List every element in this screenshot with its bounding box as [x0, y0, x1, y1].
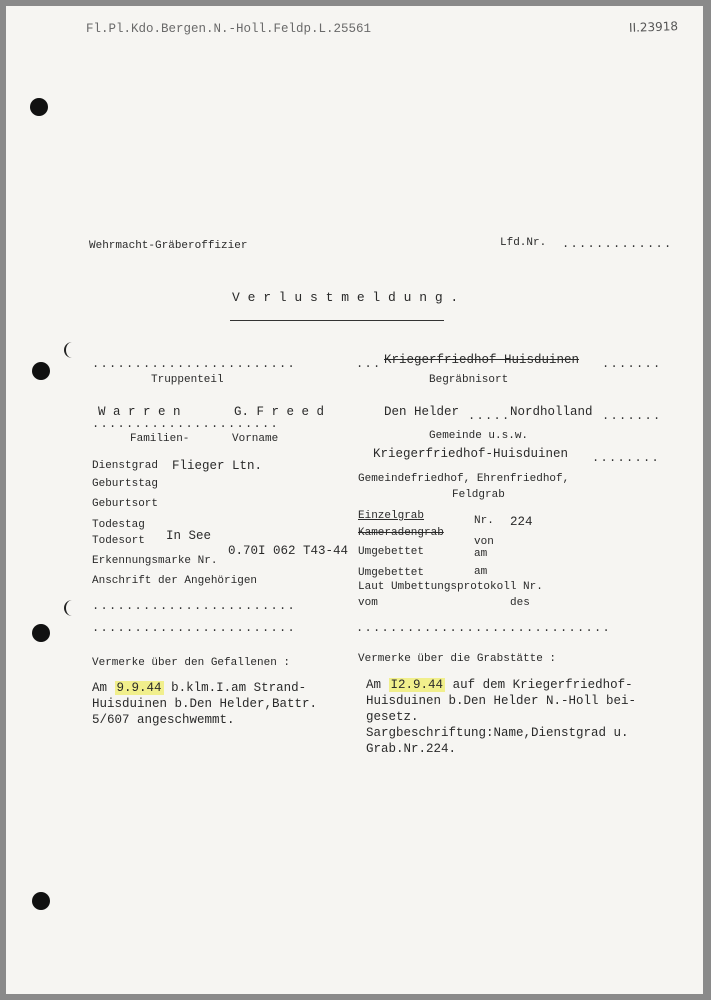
name-dots: ......................: [92, 417, 280, 431]
feldgrab-label: Feldgrab: [452, 489, 505, 501]
remarks-fallen-line-2: Huisduinen b.Den Helder,Battr.: [92, 697, 318, 711]
familienname-label: Familien-: [130, 433, 190, 445]
begraebnisort-value: Kriegerfriedhof-Huisduinen: [384, 353, 580, 367]
punch-hole-3: [32, 624, 50, 642]
umgebettet-label-1: Umgebettet: [358, 546, 425, 558]
remarks-grave-line-1: [366, 679, 633, 692]
familienname-value: W a r r e n: [98, 405, 181, 419]
todesort-value: In See: [166, 529, 212, 543]
gemeinde-dots-mid: .....: [468, 409, 511, 423]
des-label: des: [510, 597, 530, 609]
punch-mark-2: [64, 600, 80, 616]
friedhof-dots: ........: [592, 451, 661, 465]
gemeinde-ort-value: Den Helder: [384, 405, 460, 419]
vermerke-grabstaette-label: Vermerke über die Grabstätte :: [358, 653, 557, 665]
punch-hole-2: [32, 362, 50, 380]
anschrift-dots-1: ........................: [92, 599, 297, 613]
vermerke-gefallenen-label: Vermerke über den Gefallenen :: [92, 657, 291, 669]
truppenteil-label: Truppenteil: [151, 374, 224, 386]
kameradengrab-label: Kameradengrab: [358, 527, 444, 539]
remarks-fallen-line-1: [92, 682, 306, 695]
laut-protokoll-label: Laut Umbettungsprotokoll Nr.: [358, 581, 543, 593]
remarks-fallen-line-1-rest: b.klm.I.am Strand-: [171, 681, 307, 695]
vorname-label: Vorname: [232, 433, 279, 445]
lfd-nr-label: Lfd.Nr.: [500, 237, 547, 249]
begraebnisort-dots-end: .......: [602, 357, 662, 371]
erkennungsmarke-value: 0.70I 062 T43-44: [228, 544, 349, 558]
remarks-grave-line-5: Grab.Nr.224.: [366, 742, 457, 756]
vom-label: vom: [358, 597, 378, 609]
truppenteil-dots: ........................: [92, 357, 297, 371]
todestag-label: Todestag: [92, 519, 145, 531]
remarks-grave-line-1-rest: auf dem Kriegerfriedhof-: [452, 678, 633, 692]
remarks-fallen-date: 9.9.44: [116, 681, 162, 695]
vorname-value: G. F r e e d: [234, 405, 325, 419]
begraebnisort-label: Begräbnisort: [429, 374, 509, 386]
nr-label: Nr.: [474, 515, 494, 527]
erkennungsmarke-label: Erkennungsmarke Nr.: [92, 555, 218, 567]
begraebnisort-dots: ...: [356, 357, 382, 371]
archive-number: II.23918: [628, 19, 679, 35]
friedhof-value: Kriegerfriedhof-Huisduinen: [373, 447, 569, 461]
einzelgrab-label: Einzelgrab: [358, 510, 425, 522]
gemeinde-region-value: Nordholland: [510, 405, 593, 419]
von-label: von: [474, 536, 494, 548]
am-label-2: am: [474, 566, 488, 578]
document-title: V e r l u s t m e l d u n g .: [232, 290, 459, 305]
geburtstag-label: Geburtstag: [92, 478, 159, 490]
remarks-grave-line-4: Sargbeschriftung:Name,Dienstgrad u.: [366, 726, 629, 740]
gemeinde-dots-end: .......: [602, 409, 662, 423]
issuer: Wehrmacht-Gräberoffizier: [89, 240, 248, 252]
anschrift-label: Anschrift der Angehörigen: [92, 575, 258, 587]
friedhof-types-label: Gemeindefriedhof, Ehrenfriedhof,: [358, 473, 570, 485]
remarks-fallen-line-3: 5/607 angeschwemmt.: [92, 713, 235, 727]
punch-hole-4: [32, 892, 50, 910]
remarks-grave-line-2: Huisduinen b.Den Helder N.-Holl bei-: [366, 694, 637, 708]
remarks-grave-date: I2.9.44: [390, 678, 444, 692]
remarks-grave-line-3: gesetz.: [366, 710, 419, 724]
todesort-label: Todesort: [92, 535, 145, 547]
title-underline: [230, 320, 444, 321]
dienstgrad-value: Flieger Ltn.: [172, 459, 263, 473]
remarks-fallen-am: Am: [92, 681, 108, 695]
lfd-nr-dots: .............: [562, 237, 673, 251]
geburtsort-label: Geburtsort: [92, 498, 159, 510]
umgebettet-label-2: Umgebettet: [358, 567, 425, 579]
top-header: Fl.Pl.Kdo.Bergen.N.-Holl.Feldp.L.25561: [86, 22, 372, 36]
document-page: [6, 6, 703, 994]
punch-mark-1: [64, 342, 80, 358]
remarks-grave-am: Am: [366, 678, 382, 692]
protokoll-dots: ..............................: [356, 621, 612, 635]
dienstgrad-label: Dienstgrad: [92, 460, 159, 472]
punch-hole-1: [30, 98, 48, 116]
am-label-1: am: [474, 548, 488, 560]
grab-nr-value: 224: [510, 515, 533, 529]
anschrift-dots-2: ........................: [92, 621, 297, 635]
gemeinde-label: Gemeinde u.s.w.: [429, 430, 529, 442]
